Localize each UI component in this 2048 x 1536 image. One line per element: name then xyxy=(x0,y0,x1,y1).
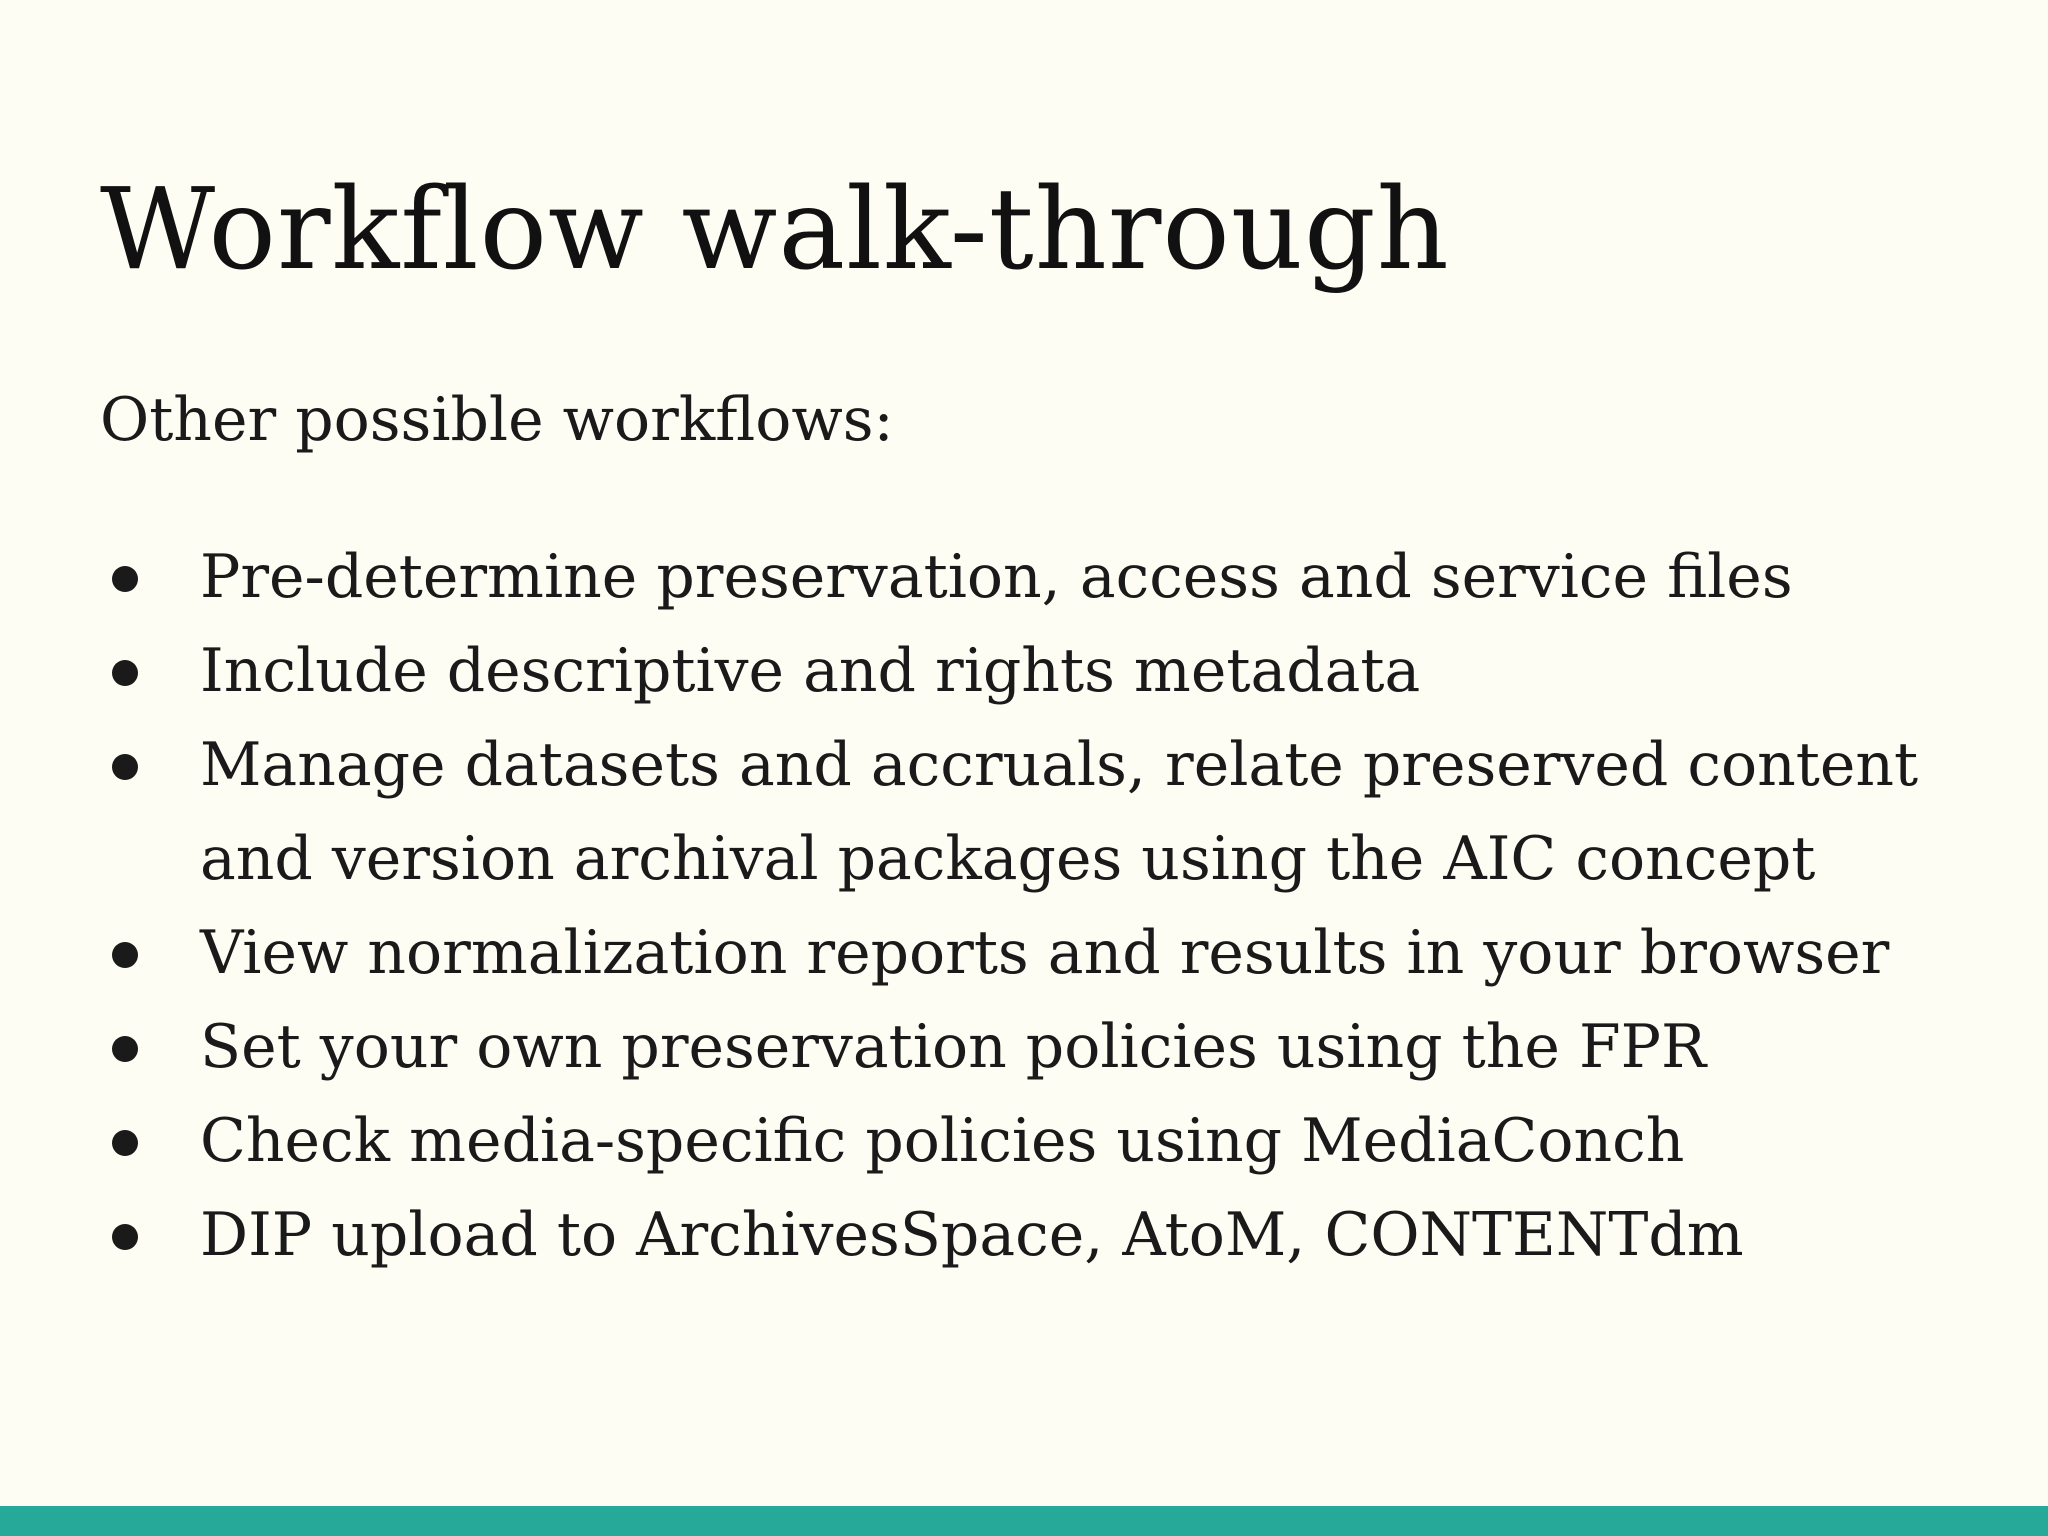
bullet-dot-icon xyxy=(112,1130,138,1156)
list-item xyxy=(100,530,2000,624)
bullet-dot-icon xyxy=(112,1224,138,1250)
list-item xyxy=(100,718,2000,906)
bullet-dot-icon xyxy=(112,660,138,686)
list-item-text: Include descriptive and rights metadata xyxy=(200,636,1421,706)
slide-title: Workflow walk-through xyxy=(100,165,1450,295)
list-item-text: Set your own preservation policies using the FPR xyxy=(200,1012,1707,1082)
list-item xyxy=(100,1000,2000,1094)
list-item xyxy=(100,1094,2000,1188)
list-item-text: Pre-determine preservation, access and service files xyxy=(200,542,1793,612)
intro-text: Other possible workflows: xyxy=(100,385,894,455)
list-item-text: DIP upload to ArchivesSpace, AtoM, CONTENTdm xyxy=(200,1200,1744,1270)
list-item xyxy=(100,1188,2000,1282)
bullet-dot-icon xyxy=(112,942,138,968)
bullet-dot-icon xyxy=(112,1036,138,1062)
bullet-list xyxy=(100,530,2000,1282)
bullet-dot-icon xyxy=(112,566,138,592)
list-item-text: Manage datasets and accruals, relate preserved content and version archival packages using the AIC concept xyxy=(200,730,1919,894)
list-item-text: Check media-specific policies using MediaConch xyxy=(200,1106,1685,1176)
list-item xyxy=(100,624,2000,718)
list-item xyxy=(100,906,2000,1000)
accent-bar xyxy=(0,1506,2048,1536)
list-item-text: View normalization reports and results in your browser xyxy=(200,918,1890,988)
bullet-dot-icon xyxy=(112,754,138,780)
